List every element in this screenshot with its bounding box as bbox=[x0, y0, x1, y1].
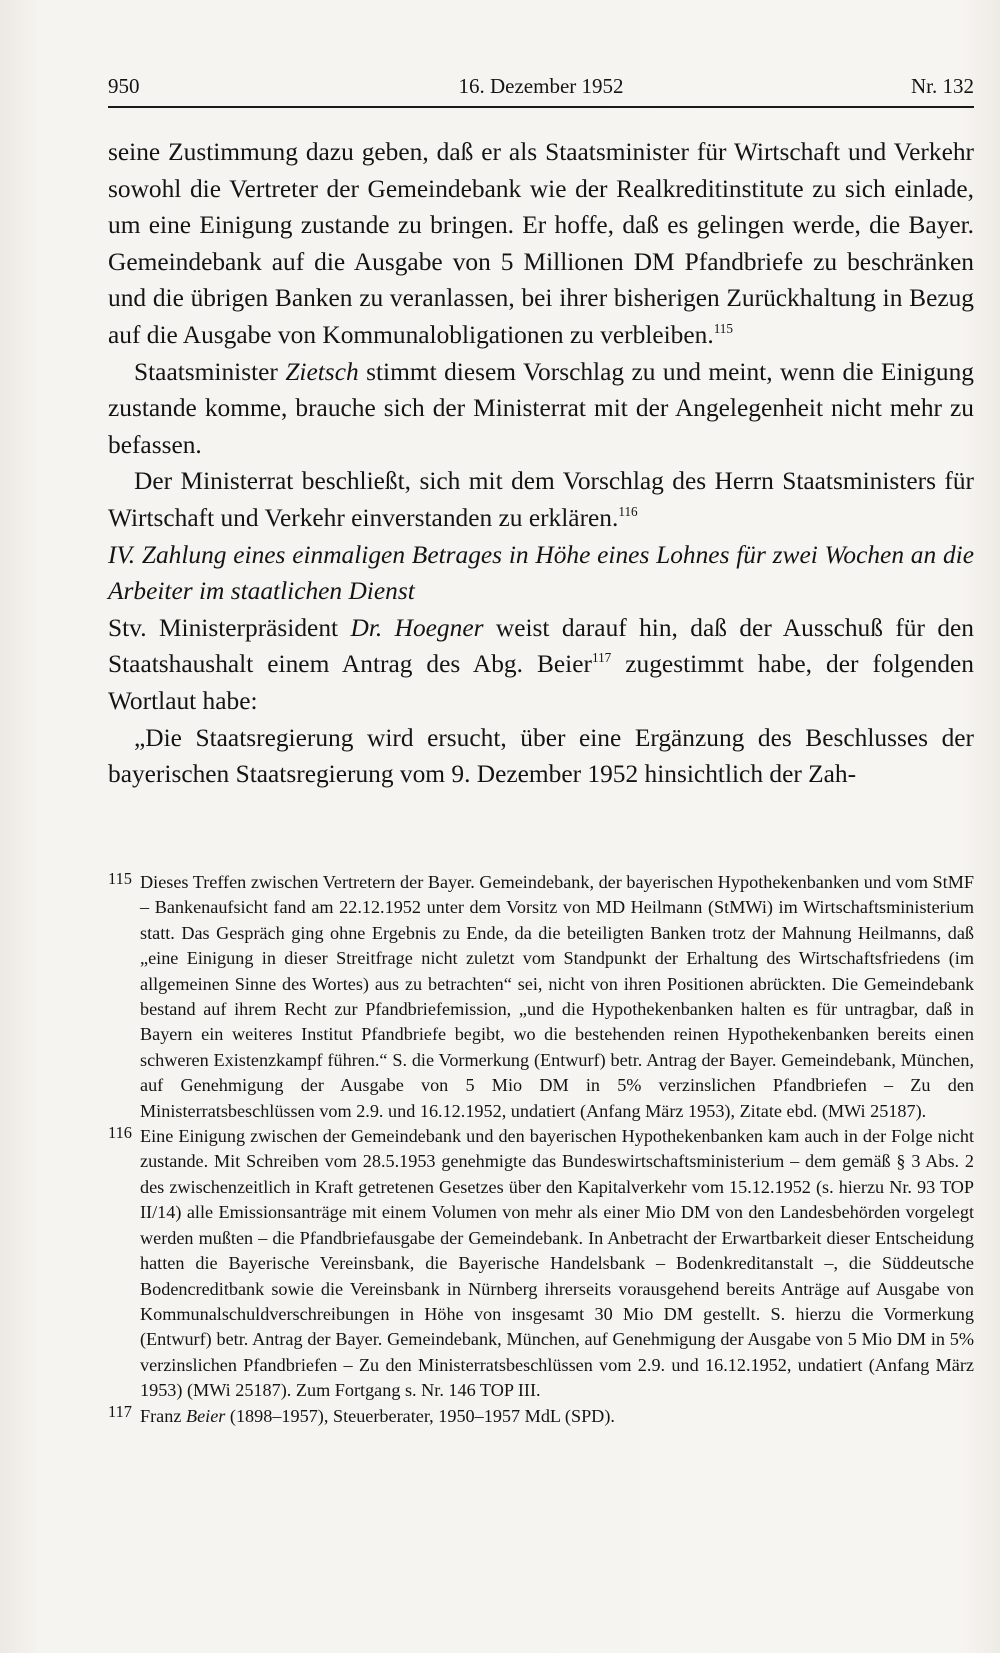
footnote-ref-115[interactable]: 115 bbox=[713, 321, 733, 337]
paragraph-text: Stv. Ministerpräsident bbox=[108, 613, 351, 642]
footnote-ref-116[interactable]: 116 bbox=[618, 504, 638, 520]
paragraph-text: Der Ministerrat beschließt, sich mit dem Vorschlag des Herrn Staatsministers für Wirtschaft und Verkehr einverstanden zu erklären. bbox=[108, 467, 974, 532]
footnote-115: 115 Dieses Treffen zwischen Vertretern der Bayer. Gemeindebank, der bayerischen Hypothekenbanken und vom StMF – Bankenaufsicht fand am 22.12.1952 unter dem Vorsitz von MD Heilmann (StMWi) im Wirtschaftsministerium statt. Das Gespräch ging ohne Ergebnis zu Ende, da die beteiligten Banken trotz der Mahnung Heilmanns, daß „eine Einigung in dieser Streitfrage nicht zuletzt vom Standpunkt der Erhaltung des Wirtschaftsfriedens (im allgemeinen Sinne des Wortes) aus zu betrachten“ sei, nicht von ihren Positionen abrückten. Die Gemeindebank bestand auf ihrem Recht zur Pfandbriefemission, „und die Hypothekenbanken halten es für untragbar, daß in Bayern ein weiteres Institut Pfandbriefe begibt, wo die bestehenden reinen Hypothekenbanken bereits einen schweren Existenzkampf führen.“ S. die Vormerkung (Entwurf) betr. Antrag der Bayer. Gemeindebank, München, auf Genehmigung der Ausgabe von 5 Mio DM in 5% verzinslichen Pfandbriefen – Zu den Ministerratsbeschlüssen vom 2.9. und 16.12.1952, undatiert (Anfang März 1953), Zitate ebd. (MWi 25187). bbox=[108, 868, 974, 1121]
paragraph-1 bbox=[108, 134, 974, 354]
paragraph-2 bbox=[108, 354, 974, 464]
paragraph-text: Staatsminister bbox=[134, 357, 286, 386]
footnote-116: 116 Eine Einigung zwischen der Gemeindebank und den bayerischen Hypothekenbanken kam auch in der Folge nicht zustande. Mit Schreiben vom 28.5.1953 genehmigte das Bundeswirtschaftsministerium – dem gemäß § 3 Abs. 2 des zwischenzeitlich in Kraft getretenen Gesetzes über den Kapitalverkehr vom 15.12.1952 (s. hierzu Nr. 93 TOP II/14) alle Emissionsanträge mit einem Volumen von mehr als einer Mio DM von den Landesbehörden vorgelegt werden mußten – die Pfandbriefausgabe der Gemeindebank. In Anbetracht der Erwartbarkeit dieser Entscheidung hatten die Bayerische Vereinsbank, die Bayerische Handelsbank – Bodenkreditanstalt –, die Süddeutsche Bodencreditbank sowie die Vereinsbank in Nürnberg ihrerseits vorausgehend bereits Anträge auf Ausgabe von Kommunalschuldverschreibungen in Höhe von insgesamt 30 Mio DM gestellt. S. hierzu die Vormerkung (Entwurf) betr. Antrag der Bayer. Gemeindebank, München, auf Genehmigung der Ausgabe von 5 Mio DM in 5% verzinslichen Pfandbriefen – Zu den Ministerratsbeschlüssen vom 2.9. und 16.12.1952, undatiert (Anfang März 1953) (MWi 25187). Zum Fortgang s. Nr. 146 TOP III. bbox=[108, 1122, 974, 1401]
issue-number: Nr. 132 bbox=[911, 74, 974, 98]
footnote-text: Franz bbox=[140, 1405, 186, 1426]
running-header bbox=[108, 74, 974, 106]
person-name: Dr. Hoegner bbox=[350, 613, 484, 642]
footnote-117: 117 Franz Beier (1898–1957), Steuerberater, 1950–1957 MdL (SPD). bbox=[108, 1402, 615, 1426]
paragraph-4 bbox=[108, 610, 974, 720]
header-date: 16. Dezember 1952 bbox=[458, 74, 624, 98]
header-rule bbox=[108, 106, 974, 108]
paragraph-3 bbox=[108, 463, 974, 536]
main-text bbox=[108, 134, 974, 793]
footnote-text: Dieses Treffen zwischen Vertretern der Bayer. Gemeindebank, der bayerischen Hypothekenbanken und vom StMF – Bankenaufsicht fand am 22.12.1952 unter dem Vorsitz von MD Heilmann (StMWi) im Wirtschaftsministerium statt. Das Gespräch ging ohne Ergebnis zu Ende, da die beteiligten Banken trotz der Mahnung Heilmanns, daß „eine Einigung in dieser Streitfrage nicht zuletzt vom Standpunkt der Erhaltung des Wirtschaftsfriedens (im allgemeinen Sinne des Wortes) aus zu betrachten“ sei, nicht von ihren Positionen abrückten. Die Gemeindebank bestand auf ihrem Recht zur Pfandbriefemission, „und die Hypothekenbanken halten es für untragbar, daß in Bayern ein weiteres Institut Pfandbriefe begibt, wo die bestehenden reinen Hypothekenbanken bereits einen schweren Existenzkampf führen.“ S. die Vormerkung (Entwurf) betr. Antrag der Bayer. Gemeindebank, München, auf Genehmigung der Ausgabe von 5 Mio DM in 5% verzinslichen Pfandbriefen – Zu den Ministerratsbeschlüssen vom 2.9. und 16.12.1952, undatiert (Anfang März 1953), Zitate ebd. (MWi 25187). bbox=[140, 872, 974, 1121]
agenda-item-heading: IV. Zahlung eines einmaligen Betrages in Höhe eines Lohnes für zwei Wochen an die Arbeiter im staatlichen Dienst bbox=[108, 540, 974, 606]
person-name: Beier bbox=[185, 1405, 226, 1426]
paragraph-text: weist darauf hin, daß der Ausschuß für den Staatshaushalt einem Antrag des Abg. Beier bbox=[108, 613, 974, 679]
person-name: Zietsch bbox=[285, 357, 359, 386]
paragraph-text: zugestimmt habe, der folgenden Wortlaut habe: bbox=[108, 650, 974, 715]
paragraph-5: „Die Staatsregierung wird ersucht, über eine Ergänzung des Beschlusses der bayerischen Staatsregierung vom 9. Dezember 1952 hinsichtlich der Zah- bbox=[108, 723, 974, 789]
paragraph-text: stimmt diesem Vorschlag zu und meint, wenn die Einigung zustande komme, brauche sich der Ministerrat mit der Angelegenheit nicht mehr zu befassen. bbox=[108, 357, 975, 459]
page-number: 950 bbox=[108, 74, 140, 98]
footnote-text: (1898–1957), Steuerberater, 1950–1957 MdL (SPD). bbox=[225, 1405, 615, 1426]
paragraph-text: seine Zustimmung dazu geben, daß er als Staatsminister für Wirtschaft und Verkehr sowohl die Vertreter der Gemeindebank wie der Realkreditinstitute zu sich einlade, um eine Einigung zustande zu bringen. Er hoffe, daß es gelingen werde, die Bayer. Gemeindebank auf die Ausgabe von 5 Millionen DM Pfandbriefe zu beschränken und die übrigen Banken zu veranlassen, bei ihrer bisherigen Zurückhaltung in Bezug auf die Ausgabe von Kommunalobligationen zu verbleiben. bbox=[108, 138, 974, 349]
footnote-ref-117[interactable]: 117 bbox=[591, 650, 612, 666]
footnotes bbox=[108, 870, 974, 1429]
footnote-text: Eine Einigung zwischen der Gemeindebank und den bayerischen Hypothekenbanken kam auch in der Folge nicht zustande. Mit Schreiben vom 28.5.1953 genehmigte das Bundeswirtschaftsministerium – dem gemäß § 3 Abs. 2 des zwischenzeitlich in Kraft getretenen Gesetzes über den Kapitalverkehr vom 15.12.1952 (s. hierzu Nr. 93 TOP II/14) alle Emissionsanträge mit einem Volumen von mehr als einer Mio DM von den Landesbehörden vorgelegt werden mußten – die Pfandbriefausgabe der Gemeindebank. In Anbetracht der Erwartbarkeit dieser Entscheidung hatten die Bayerische Vereinsbank, die Bayerische Handelsbank – Bodenkreditanstalt –, die Süddeutsche Bodencreditbank sowie die Vereinsbank in Nürnberg ihrerseits vorausgehend bereits Anträge auf Ausgabe von Kommunalschuldverschreibungen in Höhe von insgesamt 30 Mio DM gestellt. S. hierzu die Vormerkung (Entwurf) betr. Antrag der Bayer. Gemeindebank, München, auf Genehmigung der Ausgabe von 5 Mio DM in 5% verzinslichen Pfandbriefen – Zu den Ministerratsbeschlüssen vom 2.9. und 16.12.1952, undatiert (Anfang März 1953) (MWi 25187). Zum Fortgang s. Nr. 146 TOP III. bbox=[140, 1126, 974, 1401]
